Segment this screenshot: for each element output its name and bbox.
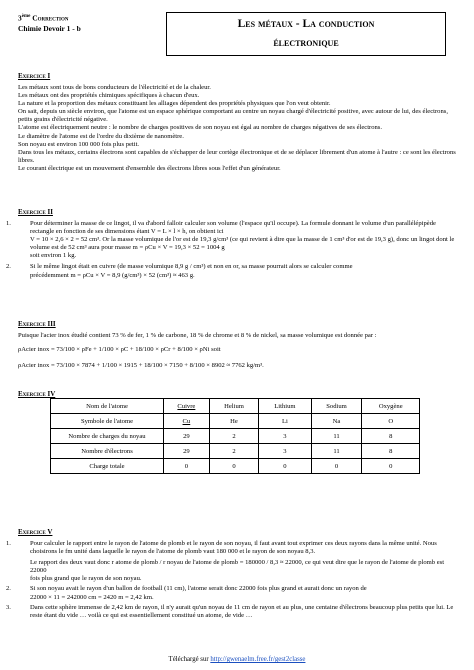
ex1-line: Le courant électrique est un mouvement d'ensemble des électrons libres sous l'effet d'un générateur. — [18, 164, 281, 172]
table-row — [51, 459, 420, 474]
ex5-q3-text: Dans cette sphère immense de 2,42 km de rayon, il n'y aurait qu'un noyau de 11 cm de rayon et au plus, une centaine d'électrons beaucoup plus petits que lui. Le reste étant du vide … voilà ce qui est essentiellement constitué un atome, de vide … — [30, 603, 454, 619]
header-left — [18, 12, 81, 34]
footer-link[interactable]: http://gwenaelm.free.fr/gest2classe — [210, 656, 306, 663]
grade-sup: ème — [21, 14, 31, 19]
ex2-q2-text: précédemment m = ρCu × V = 8,9 (g/cm³) × 52 (cm³) ≈ 463 g. — [30, 271, 195, 279]
table-cell: He — [209, 414, 258, 429]
ex5-q1-text: fois plus grand que le rayon de son noyau. — [30, 575, 142, 583]
table-cell: Symbole de l'atome — [51, 414, 164, 429]
ex5-heading: Exercice V — [18, 528, 53, 536]
table-cell: Li — [259, 414, 311, 429]
table-cell: Nombre d'électrons — [51, 444, 164, 459]
ex1-line: La nature et la proportion des métaux constituant les alliages dépendent des propriétés physiques que l'on veut obtenir. — [18, 100, 331, 108]
table-cell: 2 — [209, 444, 258, 459]
ex1-line: Son noyau est environ 100 000 fois plus petit. — [18, 140, 140, 148]
ex2-body — [6, 220, 456, 280]
table-cell: 11 — [311, 429, 362, 444]
table-header-cell: Helium — [209, 399, 258, 414]
ex1-heading: Exercice I — [18, 72, 51, 80]
table-row — [51, 429, 420, 444]
table-cell: 11 — [311, 444, 362, 459]
ex1-body — [18, 84, 456, 173]
ex1-line: Les métaux ont des propriétés chimiques spécifiques à chacun d'eux. — [18, 92, 200, 100]
ex4-heading: Exercice IV — [18, 390, 56, 398]
ex1-line: Dans tous les métaux, certains électrons sont capables de s'échapper de leur cortège électronique et de se déplacer librement d'un atome à l'autre : ce sont les électrons libres. — [18, 148, 456, 164]
ex2-q2-text: Si le même lingot était en cuivre (de masse volumique 8,9 g / cm³) et non en or, sa masse pourrait alors se calculer comme — [30, 263, 353, 271]
ex2-q1-text: Pour déterminer la masse de ce lingot, il va d'abord falloir calculer son volume (l'espace qu'il occupe). La formule donnant le volume d'un parallélépipède rectangle en fonction de ses dimensions étant V = L × l × h, on obtient ici — [30, 220, 436, 236]
table-header-cell: Cuivre — [164, 399, 210, 414]
title-line2: électronique — [273, 37, 339, 49]
ex3-formula: ρAcier inox = 73/100 × ρFe + 1/100 × ρC + 18/100 × ρCr + 8/100 × ρNi soit — [18, 346, 221, 354]
subtitle: Chimie Devoir 1 - b — [18, 23, 81, 33]
ex2-q1-text: soit environ 1 kg. — [30, 252, 77, 260]
ex2-q1-text: V = 10 × 2,6 × 2 = 52 cm³. Or la masse volumique de l'or est de 19,3 g/cm³ (ce qui revient à dire que la masse de 1 cm³ d'or est de 19,3 g), donc un lingot dont le volume est de 52 cm³ aura pour masse m = ρCu × V = 19,3 × 52 = 1004 g — [30, 236, 455, 252]
table-row — [51, 444, 420, 459]
ex5-body — [6, 540, 456, 620]
table-cell: Charge totale — [51, 459, 164, 474]
title-box — [166, 12, 446, 56]
atom-table — [50, 398, 420, 474]
ex3-formula: ρAcier inox = 73/100 × 7874 + 1/100 × 1915 + 18/100 × 7150 + 8/100 × 8902 ≈ 7762 kg/m³. — [18, 362, 264, 370]
table-header-row — [51, 399, 420, 414]
ex1-line: On sait, depuis un siècle environ, que l'atome est un espace sphérique comportant au centre un noyau chargé d'électricité positive, avec autour de lui, des électrons, petits grains d'électricité négative. — [18, 108, 448, 124]
ex5-q3-num: 3. — [6, 603, 11, 611]
table-cell: 0 — [259, 459, 311, 474]
table-cell: 29 — [164, 429, 210, 444]
table-cell: 8 — [362, 429, 420, 444]
table-header-cell: Oxygène — [362, 399, 420, 414]
ex1-line: L'atome est électriquement neutre : le nombre de charges positives de son noyau est égal au nombre de charges négatives de ses électrons. — [18, 124, 383, 132]
table-cell: 0 — [164, 459, 210, 474]
ex2-q2-num: 2. — [6, 263, 11, 271]
ex3-body — [18, 332, 456, 370]
table-row — [51, 414, 420, 429]
ex1-line: Le diamètre de l'atome est de l'ordre du dixième de nanomètre. — [18, 132, 184, 140]
grade-label: Correction — [32, 13, 69, 23]
table-cell: 0 — [209, 459, 258, 474]
table-cell: Cu — [164, 414, 210, 429]
table-cell: 8 — [362, 444, 420, 459]
ex3-heading: Exercice III — [18, 320, 56, 328]
footer — [0, 656, 474, 663]
table-cell: Nombre de charges du noyau — [51, 429, 164, 444]
ex5-q2-text: Si son noyau avait le rayon d'un ballon de football (11 cm), l'atome serait donc 22000 fois plus grand et aurait donc un rayon de — [30, 585, 367, 593]
table-cell: Na — [311, 414, 362, 429]
ex5-q1-text: Le rapport des deux vaut donc r atome de plomb / r noyau de l'atome de plomb = 180000 / 8,3 ≈ 22000, ce qui veut dire que le rayon de l'atome de plomb est 22000 — [30, 559, 445, 575]
ex2-q1-num: 1. — [6, 220, 11, 227]
table-cell: 29 — [164, 444, 210, 459]
table-cell: 3 — [259, 444, 311, 459]
table-cell: 3 — [259, 429, 311, 444]
table-cell: 0 — [311, 459, 362, 474]
ex3-intro: Puisque l'acier inox étudié contient 73 % de fer, 1 % de carbone, 18 % de chrome et 8 % de nickel, sa masse volumique est donnée par : — [18, 332, 377, 339]
table-cell: 0 — [362, 459, 420, 474]
ex5-q2-num: 2. — [6, 585, 11, 593]
ex2-heading: Exercice II — [18, 208, 53, 216]
ex5-q2-text: 22000 × 11 = 242000 cm = 2420 m = 2,42 km. — [30, 593, 154, 601]
table-header-cell: Sodium — [311, 399, 362, 414]
table-header-cell: Lithium — [259, 399, 311, 414]
grade: 3 — [18, 13, 22, 23]
ex5-q1-num: 1. — [6, 540, 11, 547]
title-line1: Les métaux - La conduction — [237, 18, 375, 30]
table-header-cell: Nom de l'atome — [51, 399, 164, 414]
table-cell: O — [362, 414, 420, 429]
table-cell: 2 — [209, 429, 258, 444]
ex5-q1-text: Pour calculer le rapport entre le rayon de l'atome de plomb et le rayon de son noyau, il faut avant tout exprimer ces deux rayons dans la même unité. Nous choisirons le fm unité dans laquelle le rayon de l'atome de plomb vaut 180 000 et le rayon de son noyau 8,3. — [30, 540, 437, 556]
ex1-line: Les métaux sont tous de bons conducteurs de l'électricité et de la chaleur. — [18, 84, 211, 91]
footer-label: Téléchargé sur — [168, 656, 211, 663]
